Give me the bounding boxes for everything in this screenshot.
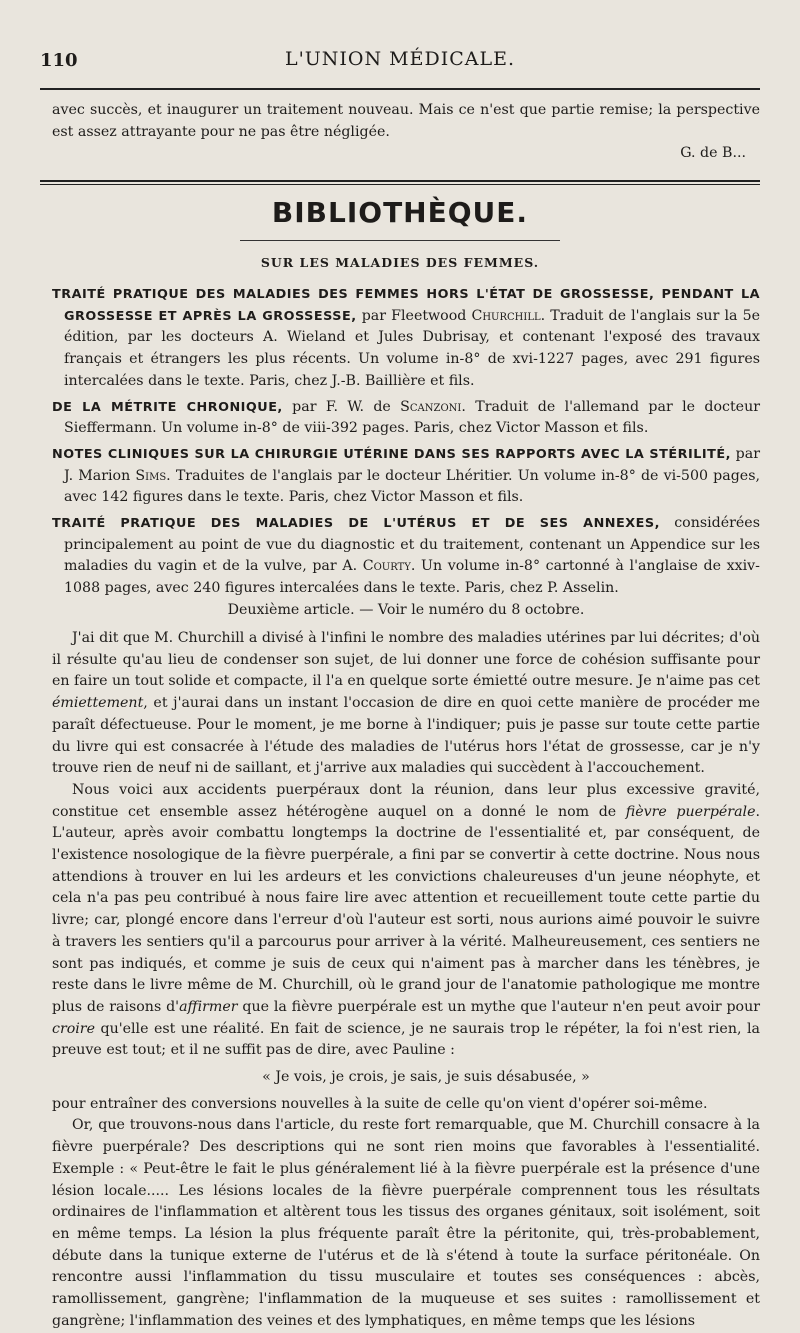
section-rule-inner [40,184,760,185]
paragraph-text: . L'auteur, après avoir combattu longtemps la doctrine de l'essentialité et, par conséquent, de l'existence nosologique de la fièvre puerpérale, a fini par se convertir à cette doctrine. Nous nous attendions à trouver en lui les ardeurs et les convictions chaleureuses d'un jeune néophyte, et cela n'a pas peu contribué à nous faire lire avec attention et recueillement toute cette partie du livre; car, plongé encore dans l'erreur d'où l'auteur est sorti, nous aurions aimé pouvoir le suivre à travers les sentiers qu'il a parcourus pour arriver à la vérité. Malheureusement, ces sentiers ne sont pas indiqués, et comme je suis de ceux qui n'aiment pas à marcher dans les ténèbres, je reste dans le livre même de M. Churchill, où le grand jour de l'anatomie pathologique me montre plus de raisons d' [52,803,760,1015]
header-rule [40,88,760,90]
subsection-title: SUR LES MALADIES DES FEMMES. [260,255,540,270]
entry-title: NOTES CLINIQUES SUR LA CHIRURGIE UTÉRINE DANS SES RAPPORTS AVEC LA STÉRILITÉ, [52,446,731,462]
emphasis-text: fièvre puerpérale [625,803,756,820]
bibliography-entry [52,284,760,393]
bibliography-entry [52,513,760,600]
body-paragraph: pour entraîner des conversions nouvelles à la suite de celle qu'on vient d'opérer soi-même. [52,1095,708,1112]
bibliography-list [52,284,760,604]
entry-text: par J. Marion [64,445,760,484]
entry-text: . Traduites de l'anglais par le docteur Lhéritier. Un volume in-8° de vi-500 pages, avec 142 figures dans le texte. Paris, chez Victor Masson et fils. [64,467,760,506]
page-number: 110 [40,50,78,71]
paragraph-text: Nous voici aux accidents puerpéraux dont la réunion, dans leur plus excessive gravité, constitue cet ensemble assez hétérogène auquel on a donné le nom de [52,781,760,820]
entry-text: . Traduit de l'allemand par le docteur Sieffermann. Un volume in-8° de viii-392 pages. Paris, chez Victor Masson et fils. [64,398,760,437]
entry-text: . Un volume in-8° cartonné à l'anglaise de xxiv-1088 pages, avec 240 figures intercalées dans le texte. Paris, chez P. Asselin. [64,558,760,597]
article-heading: Deuxième article. — Voir le numéro du 8 octobre. [227,602,585,618]
entry-author: Scanzoni [400,398,462,415]
intro-text: avec succès, et inaugurer un traitement nouveau. Mais ce n'est que partie remise; la perspective est assez attrayante pour ne pas être négligée. [52,102,760,140]
body-paragraph [52,628,760,780]
quote-line: « Je vois, je crois, je sais, je suis désabusée, » [262,1069,590,1086]
paragraph-text: que la fièvre puerpérale est un mythe que l'auteur n'en peut avoir pour [237,998,761,1015]
paragraph-text: , et j'aurai dans un instant l'occasion de dire en quoi cette manière de procéder me paraît défectueuse. Pour le moment, je me borne à l'indiquer; puis je passe sur toute cette partie du livre qui est consacrée à l'étude des maladies de l'utérus hors l'état de grossesse, car je n'y trouve rien de neuf ni de saillant, et j'arrive aux maladies qui succèdent à l'accouchement. [52,695,760,777]
entry-text: . Traduit de l'anglais sur la 5e édition, par les docteurs A. Wieland et Jules Dubrisay, et contenant l'exposé des travaux français et étrangers les plus récents. Un volume in-8° de xvi-1227 pages, avec 291 figures intercalées dans le texte. Paris, chez J.-B. Baillière et fils. [64,307,760,389]
bibliography-entry [52,397,760,440]
entry-text: par F. W. de [282,398,401,415]
emphasis-text: émiettement [52,695,144,712]
paragraph-text: J'ai dit que M. Churchill a divisé à l'infini le nombre des maladies utérines par lui décrites; d'où il résulte qu'au lieu de condenser son sujet, de lui donner une force de cohésion suffisante pour en faire un tout solide et compacte, il l'a en quelque sorte émietté outre mesure. Je n'aime pas cet [52,630,760,690]
body-paragraph [52,780,760,1062]
entry-title: TRAITÉ PRATIQUE DES MALADIES DES FEMMES HORS L'ÉTAT DE GROSSESSE, PENDANT LA GROSSESSE ET APRÈS LA GROSSESSE, [52,287,760,324]
emphasis-text: affirmer [179,998,238,1015]
paragraph-text: qu'elle est une réalité. En fait de science, je ne saurais trop le répéter, la foi n'est rien, la preuve est tout; et il ne suffit pas de dire, avec Pauline : [52,1020,760,1059]
article-body [52,628,760,1333]
intro-block [52,100,760,165]
entry-author: Churchill [471,307,541,324]
body-paragraph: Or, que trouvons-nous dans l'article, du reste fort remarquable, que M. Churchill consacre à la fièvre puerpérale? Des descriptions qui ne sont rien moins que favorables à l'essentialité. Exemple : « Peut-être le fait le plus généralement lié à la fièvre puerpérale est la présence d'une lésion locale..... Les lésions locales de la fièvre puerpérale comprennent tous les résultats ordinaires de l'inflammation et altèrent tous les tissus des organes génitaux, soit isolément, soit en même temps. La lésion la plus fréquente paraît être la péritonite, qui, très-probablement, débute dans la tunique externe de l'utérus et de là s'étend à toute la surface péritonéale. On rencontre aussi l'inflammation du tissu musculaire et toutes ses conséquences : abcès, ramollissement, gangrène; l'inflammation de la muqueuse et ses suites : ramollissement et gangrène; l'inflammation des veines et des lymphatiques, en même temps que les lésions [52,1117,760,1329]
entry-text: considérées principalement au point de vue du diagnostic et du traitement, contenant un Appendice sur les maladies du vagin et de la vulve, par A. [64,515,760,575]
entry-author: Sims [135,467,167,484]
intro-signature: G. de B... [680,145,746,162]
emphasis-text: croire [52,1020,95,1037]
entry-text: par Fleetwood [356,307,472,324]
page-header [40,44,760,84]
section-title: BIBLIOTHÈQUE. [271,196,529,229]
section-rule-top [40,180,760,182]
entry-title: DE LA MÉTRITE CHRONIQUE, [52,399,283,415]
entry-author: Courty [362,558,411,575]
title-rule [240,240,560,241]
entry-title: TRAITÉ PRATIQUE DES MALADIES DE L'UTÉRUS ET DE SES ANNEXES, [52,516,660,532]
bibliography-entry [52,444,760,509]
running-head: L'UNION MÉDICALE. [284,48,516,70]
